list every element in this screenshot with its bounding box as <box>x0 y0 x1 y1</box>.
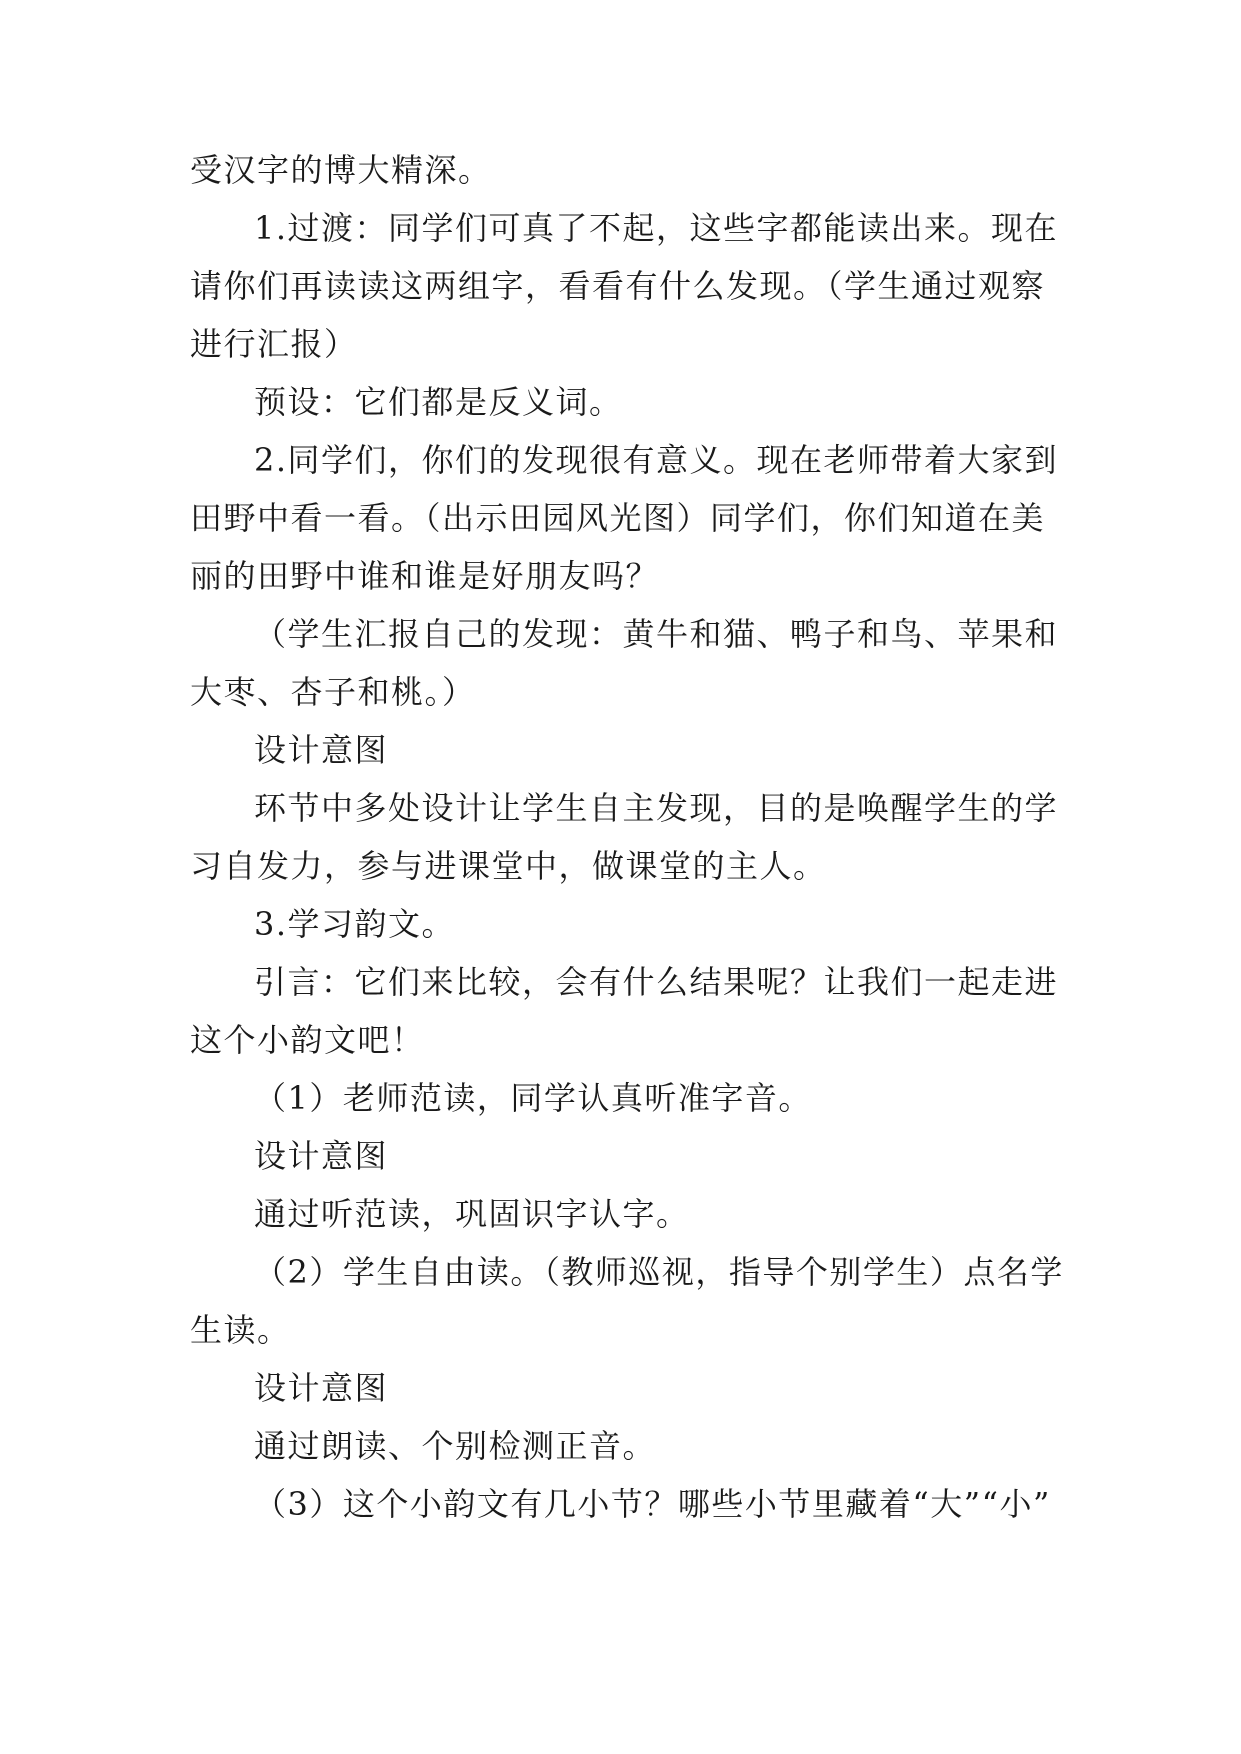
text-line: 丽的田野中谁和谁是好朋友吗？ <box>190 557 660 595</box>
text-line: 请你们再读读这两组字，看看有什么发现。（学生通过观察 <box>190 267 1046 305</box>
text-line: 引言：它们来比较，会有什么结果呢？让我们一起走进 <box>254 963 1059 1001</box>
text-line: 田野中看一看。（出示田园风光图）同学们，你们知道在美 <box>190 499 1046 537</box>
text-line: 生读。 <box>190 1311 291 1349</box>
text-line: （3）这个小韵文有几小节？哪些小节里藏着“大”“小” <box>254 1485 1051 1523</box>
text-line: 这个小韵文吧！ <box>190 1021 425 1059</box>
text-line: 通过听范读，巩固识字认字。 <box>254 1195 690 1233</box>
text-line: 预设：它们都是反义词。 <box>254 383 623 421</box>
text-line: （学生汇报自己的发现：黄牛和猫、鸭子和鸟、苹果和 <box>254 615 1059 653</box>
text-line: 环节中多处设计让学生自主发现，目的是唤醒学生的学 <box>254 789 1059 827</box>
text-line: （2）学生自由读。（教师巡视，指导个别学生）点名学 <box>254 1253 1064 1291</box>
text-line: 习自发力，参与进课堂中，做课堂的主人。 <box>190 847 827 885</box>
section-heading: 设计意图 <box>254 1369 389 1407</box>
text-line: 进行汇报） <box>190 325 358 363</box>
text-line: 1.过渡：同学们可真了不起，这些字都能读出来。现在 <box>254 209 1059 247</box>
text-line: 2.同学们，你们的发现很有意义。现在老师带着大家到 <box>254 441 1059 479</box>
text-line: 通过朗读、个别检测正音。 <box>254 1427 657 1465</box>
section-heading: 设计意图 <box>254 731 389 769</box>
text-line: （1）老师范读，同学认真听准字音。 <box>254 1079 812 1117</box>
section-heading: 设计意图 <box>254 1137 389 1175</box>
text-line: 3.学习韵文。 <box>254 905 456 943</box>
text-line: 大枣、杏子和桃。） <box>190 673 476 711</box>
text-line: 受汉字的博大精深。 <box>190 151 492 189</box>
